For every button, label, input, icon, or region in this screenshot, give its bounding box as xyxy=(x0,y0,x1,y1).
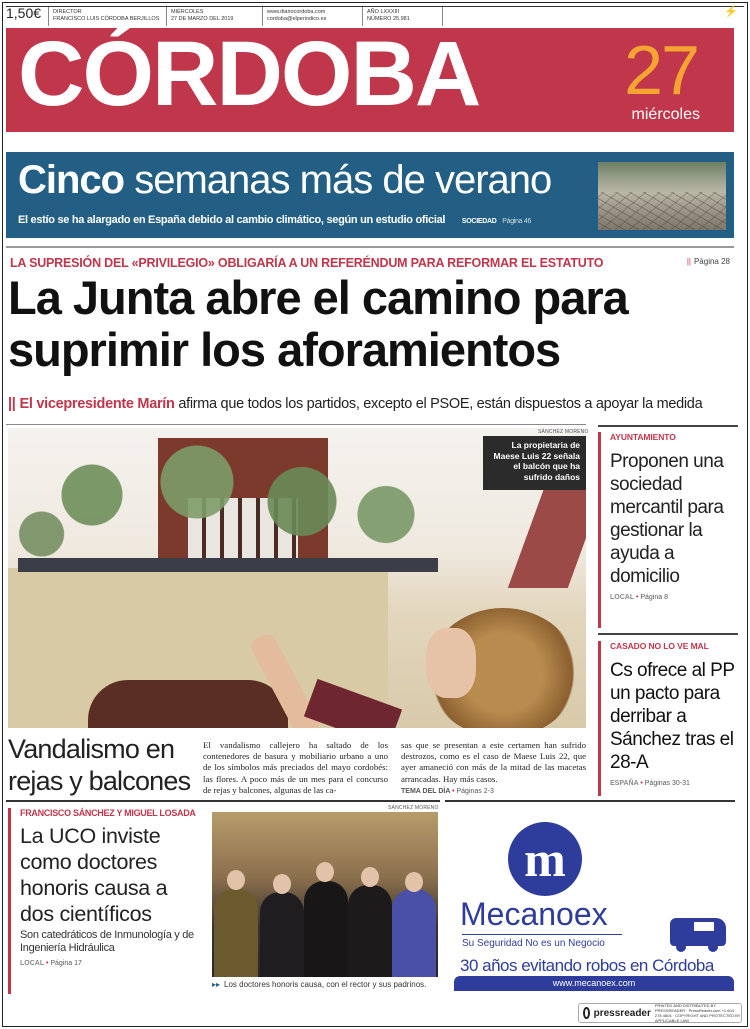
doctors-photo[interactable] xyxy=(212,812,438,977)
uco-photo-caption xyxy=(212,980,426,989)
deck-rest: afirma que todos los partidos, excepto el PSOE, están dispuestos a apoyar la medida xyxy=(174,396,703,412)
lead-page-ref xyxy=(687,257,730,266)
bullet-icon: • xyxy=(452,787,455,795)
uco-ref xyxy=(20,960,204,967)
figure xyxy=(348,885,392,977)
photo-credit: SÁNCHEZ MORENO xyxy=(538,429,589,435)
date: 27 DE MARZO DEL 2019 xyxy=(171,16,234,22)
photo-story-ref[interactable] xyxy=(401,788,494,795)
banner-headline xyxy=(18,158,551,203)
banner-subhead-text: El estío se ha alargado en España debido al cambio climático, según un estudio oficial xyxy=(18,214,446,226)
weekday: miércoles xyxy=(631,106,700,123)
woman-face xyxy=(426,628,476,698)
divider xyxy=(6,800,440,802)
banner-headline-rest: semanas más de verano xyxy=(124,158,552,202)
divider xyxy=(598,633,738,635)
lead-deck xyxy=(8,396,702,412)
divider xyxy=(6,246,734,248)
section: TEMA DEL DÍA xyxy=(401,787,451,795)
banner-page: Página 46 xyxy=(502,218,532,225)
page: Página 17 xyxy=(50,960,82,967)
pressreader-logo-icon xyxy=(583,1007,590,1019)
side-story-1[interactable] xyxy=(598,432,738,628)
bullet-icon: • xyxy=(640,780,643,787)
lead-kicker: LA SUPRESIÓN DEL «PRIVILEGIO» OBLIGARÍA A UN REFERÉNDUM PARA REFORMAR EL ESTATUTO xyxy=(10,256,604,270)
uco-headline: La UCO inviste como doctores honoris causa a dos científicos xyxy=(20,824,168,926)
day-number: 27 xyxy=(624,31,698,109)
price: 1,50€ xyxy=(6,5,42,21)
figure-head xyxy=(361,867,379,887)
email-link[interactable]: cordoba@elperiodico.es xyxy=(267,16,327,22)
banner-headline-bold: Cinco xyxy=(18,158,125,202)
newspaper-title: CÓRDOBA xyxy=(18,23,480,125)
banner-subhead xyxy=(18,214,531,226)
figure-head xyxy=(227,870,245,890)
uco-kicker: FRANCISCO SÁNCHEZ Y MIGUEL LOSADA xyxy=(20,808,196,818)
bar-icon: || xyxy=(686,257,691,266)
uco-photo-credit: SÁNCHEZ MORENO xyxy=(388,805,439,811)
mecanoex-ad[interactable] xyxy=(448,810,738,996)
uco-subhead: Son catedráticos de Inmunología y de Ingeniería Hidráulica xyxy=(20,929,194,954)
page: Páginas 30-31 xyxy=(644,780,690,787)
car-icon xyxy=(670,918,726,946)
red-wall xyxy=(508,488,586,588)
figure xyxy=(304,881,348,977)
section: LOCAL xyxy=(610,594,634,601)
director-name: FRANCISCO LUIS CÓRDOBA BERJILLOS xyxy=(53,16,160,22)
section: LOCAL xyxy=(20,960,44,967)
pressreader-label: pressreader xyxy=(593,1007,651,1019)
issue-number: NÚMERO 25.981 xyxy=(367,16,410,22)
photo-caption: La propietaria de Maese Luis 22 señala el balcón que ha sufrido daños xyxy=(483,436,586,490)
photo-story-headline[interactable]: Vandalismo en rejas y balcones xyxy=(8,734,191,796)
divider xyxy=(462,934,622,935)
ad-tagline: 30 años evitando robos en Córdoba xyxy=(460,956,714,975)
body-col2-text: sas que se presentan a este certamen han sufrido destrozos, como es el caso de Maese Luis 22, que ayer amaneció con más de la mitad de las macetas arrancadas. Hay más casos. xyxy=(401,740,586,784)
figure xyxy=(392,889,436,977)
side-headline: Proponen una sociedad mercantil para gestionar la ayuda a domicilio xyxy=(610,451,724,587)
door xyxy=(88,680,288,728)
divider xyxy=(445,800,735,802)
arrow-icon: ▸▸ xyxy=(212,980,221,989)
page: Página 8 xyxy=(640,594,668,601)
divider xyxy=(598,425,738,427)
page: Páginas 2-3 xyxy=(456,787,494,795)
ad-brand: Mecanoex xyxy=(460,896,608,932)
director-label: DIRECTOR xyxy=(53,9,82,15)
side-ref xyxy=(610,780,738,787)
photo-story-body-col1: El vandalismo callejero ha saltado de los contenedores de basura y mobiliario urbano a uno de los símbolos más preciados del mayo cordobés: las flores. A poco más de un mes para el concurso de rejas y balcones, algunas de las ca- xyxy=(203,740,388,795)
website-link[interactable]: www.diariocordoba.com xyxy=(267,9,326,15)
bar-icon: || xyxy=(8,396,16,412)
balcony-ledge xyxy=(18,558,438,572)
logo-cell xyxy=(442,7,744,26)
masthead xyxy=(6,23,734,132)
side-kicker: CASADO NO LO VE MAL xyxy=(610,641,709,651)
side-story-2[interactable] xyxy=(598,641,738,796)
figure-head xyxy=(405,872,423,892)
uco-story[interactable] xyxy=(8,808,204,994)
side-kicker: AYUNTAMIENTO xyxy=(610,432,676,442)
flower-plants xyxy=(8,443,428,573)
lead-headline[interactable]: La Junta abre el camino para suprimir los aforamientos xyxy=(8,271,628,376)
section: ESPAÑA xyxy=(610,780,639,787)
mecanoex-logo-icon xyxy=(508,822,582,896)
lead-page: Página 28 xyxy=(693,257,730,266)
weekday-label: MIÉRCOLES xyxy=(171,9,204,15)
bullet-icon: • xyxy=(635,594,639,601)
figure-head xyxy=(316,862,334,882)
side-headline: Cs ofrece al PP un pacto para derribar a Sánchez tras el 28-A xyxy=(610,660,735,773)
figure xyxy=(260,892,304,977)
pressreader-badge[interactable] xyxy=(578,1003,742,1023)
deck-highlight: El vicepresidente Marín xyxy=(19,396,175,412)
banner-story[interactable] xyxy=(6,152,734,238)
drought-photo xyxy=(598,162,726,230)
ad-slogan: Su Seguridad No es un Negocio xyxy=(462,938,605,949)
publisher-logo-icon: ⚡ xyxy=(724,6,738,18)
figure-head xyxy=(273,874,291,894)
banner-section: SOCIEDAD xyxy=(461,218,497,225)
logo-letter: m xyxy=(524,831,566,887)
pressreader-info: PRINTED AND DISTRIBUTED BY PRESSREADER · PressReader.com +1 604 278 4604 · COPYRIGHT AND PROTECTED BY APPLICABLE LAW xyxy=(654,1003,741,1023)
year-label: AÑO LXXXIII xyxy=(367,9,400,15)
figure xyxy=(214,889,258,977)
side-ref xyxy=(610,594,738,601)
photo-story-body-col2 xyxy=(401,740,586,797)
bullet-icon: • xyxy=(45,960,49,967)
ad-url-link[interactable]: www.mecanoex.com xyxy=(454,976,734,991)
divider xyxy=(6,424,586,425)
caption-text: Los doctores honoris causa, con el rector y sus padrinos. xyxy=(224,980,427,989)
